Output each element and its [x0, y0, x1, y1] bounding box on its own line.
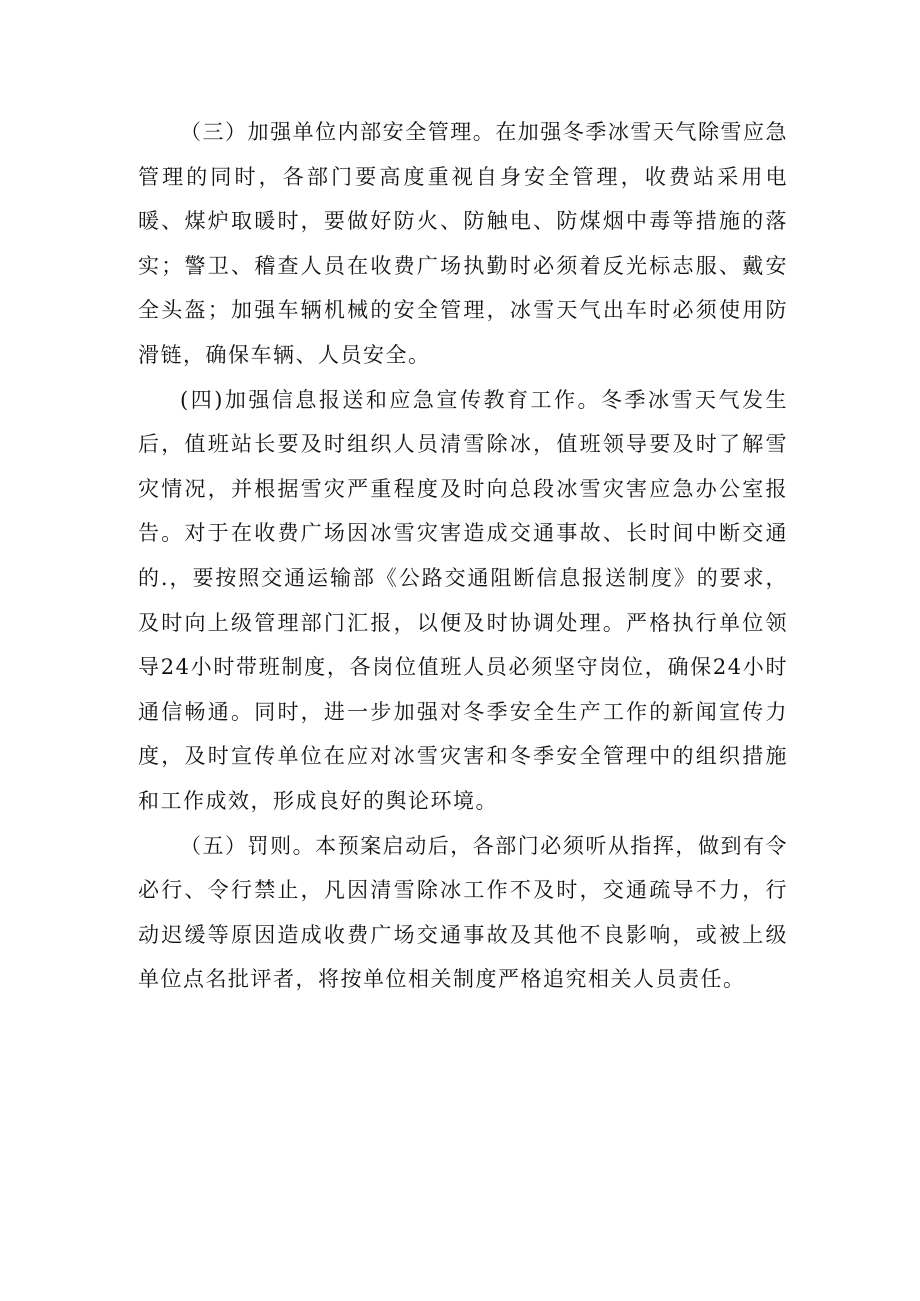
- paragraph-section-five: （五）罚则。本预案启动后，各部门必须听从指挥，做到有令必行、令行禁止，凡因清雪除冰工作不及时，交通疏导不力，行动迟缓等原因造成收费广场交通事故及其他不良影响，或被上级单位点名批评者，将按单位相关制度严格追究相关人员责任。: [138, 833, 788, 992]
- paragraph-section-three: （三）加强单位内部安全管理。在加强冬季冰雪天气除雪应急管理的同时，各部门要高度重视自身安全管理，收费站采用电暖、煤炉取暖时，要做好防火、防触电、防煤烟中毒等措施的落实；警卫、稽查人员在收费广场执勤时必须着反光标志服、戴安全头盔；加强车辆机械的安全管理，冰雪天气出车时必须使用防滑链，确保车辆、人员安全。: [138, 120, 788, 367]
- paragraph-section-four: (四)加强信息报送和应急宣传教育工作。冬季冰雪天气发生后，值班站长要及时组织人员清雪除冰，值班领导要及时了解雪灾情况，并根据雪灾严重程度及时向总段冰雪灾害应急办公室报告。对于在收费广场因冰雪灾害造成交通事故、长时间中断交通的.，要按照交通运输部《公路交通阻断信息报送制度》的要求，及时向上级管理部门汇报，以便及时协调处理。严格执行单位领导24小时带班制度，各岗位值班人员必须坚守岗位，确保24小时通信畅通。同时，进一步加强对冬季安全生产工作的新闻宣传力度，及时宣传单位在应对冰雪灾害和冬季安全管理中的组织措施和工作成效，形成良好的舆论环境。: [138, 387, 788, 813]
